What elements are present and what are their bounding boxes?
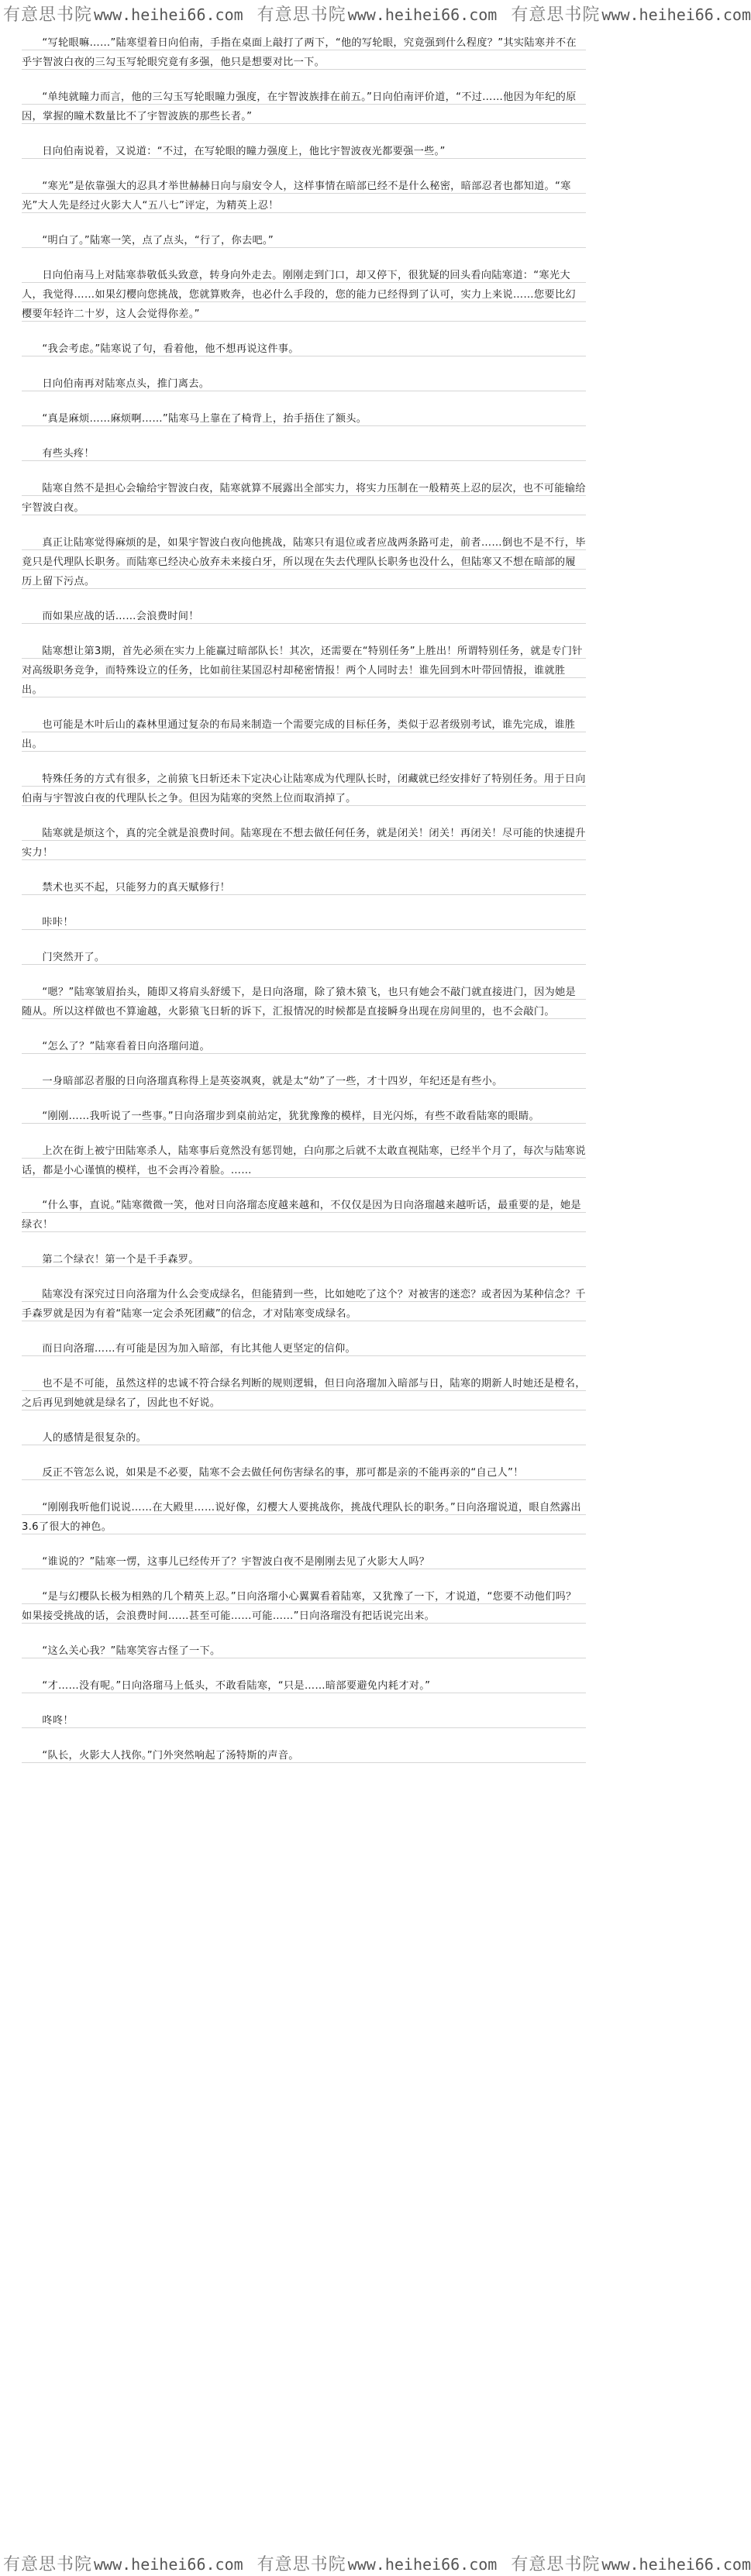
story-paragraph: 一身暗部忍者服的日向洛瑠真称得上是英姿飒爽，就是太“幼”了一些，才十四岁，年纪还是有些小。	[22, 1069, 586, 1094]
watermark-url: www.heihei66.com	[94, 2554, 243, 2574]
story-paragraph: 日向伯南说着，又说道：“不过，在写轮眼的瞳力强度上，他比宇智波夜光都要强一些。”	[22, 139, 586, 164]
watermark-site-name: 有意思书院	[257, 2554, 346, 2574]
watermark-unit	[3, 2, 243, 26]
watermark-site-name: 有意思书院	[3, 5, 93, 25]
story-paragraph: 陆寒自然不是担心会输给宇智波白夜，陆寒就算不展露出全部实力，将实力压制在一般精英上忍的层次，也不可能输给宇智波白夜。	[22, 477, 586, 521]
watermark-unit	[3, 2551, 243, 2575]
story-paragraph: 陆寒想让第3期，首先必须在实力上能赢过暗部队长！其次，还需要在“特别任务”上胜出！所谓特别任务，就是专门针对高级职务竞争，而特殊设立的任务，比如前往某国忍村却秘密情报！两个人同时去！谁先回到木叶带回情报，谁就胜出。	[22, 639, 586, 703]
story-paragraph: “单纯就瞳力而言，他的三勾玉写轮眼瞳力强度，在宇智波族排在前五。”日向伯南评价道，“不过……他因为年纪的原因，掌握的瞳术数量比不了宇智波族的那些长者。”	[22, 85, 586, 129]
story-paragraph: 而如果应战的话……会浪费时间！	[22, 604, 586, 629]
watermark-unit	[511, 2551, 751, 2575]
watermark-site-name: 有意思书院	[511, 2554, 601, 2574]
watermark-site-name: 有意思书院	[511, 5, 601, 25]
story-paragraph: “我会考虑。”陆寒说了句，看着他，他不想再说这件事。	[22, 337, 586, 362]
story-paragraph: 而日向洛瑠……有可能是因为加入暗部，有比其他人更坚定的信仰。	[22, 1337, 586, 1362]
top-watermark-banner	[0, 0, 751, 26]
story-paragraph: “才……没有呢。”日向洛瑠马上低头，不敢看陆寒，“只是……暗部要避免内耗才对。”	[22, 1674, 586, 1699]
bottom-watermark-banner	[0, 2550, 751, 2576]
story-paragraph: 咚咚！	[22, 1709, 586, 1734]
watermark-unit	[257, 2, 498, 26]
story-paragraph: 第二个绿衣！第一个是千手森罗。	[22, 1248, 586, 1273]
story-paragraph: 也可能是木叶后山的森林里通过复杂的布局来制造一个需要完成的目标任务，类似于忍者级别考试，谁先完成，谁胜出。	[22, 713, 586, 757]
story-paragraph: “寒光”是依靠强大的忍具才举世赫赫日向与扇安令人，这样事情在暗部已经不是什么秘密，暗部忍者也都知道。“寒光”大人先是经过火影大人“五八七”评定，为精英上忍！	[22, 174, 586, 219]
story-paragraph: “真是麻烦……麻烦啊……”陆寒马上靠在了椅背上，抬手捂住了额头。	[22, 407, 586, 432]
story-paragraph: 日向伯南马上对陆寒恭敬低头致意，转身向外走去。刚刚走到门口，却又停下，很犹疑的回头看向陆寒道：“寒光大人，我觉得……如果幻樱向您挑战，您就算败奔，也必什么手段的，您的能力已经得到了认可，实力上来说……您要比幻樱要年轻许二十岁，这人会觉得你差。”	[22, 263, 586, 327]
story-paragraph: 禁术也买不起，只能努力的真天赋修行！	[22, 876, 586, 901]
watermark-url: www.heihei66.com	[94, 5, 243, 24]
story-paragraph: 陆寒没有深究过日向洛瑠为什么会变成绿名，但能猜到一些，比如她吃了这个？对被害的迷恋？或者因为某种信念？千手森罗就是因为有着“陆寒一定会杀死团藏”的信念，才对陆寒变成绿名。	[22, 1283, 586, 1327]
story-paragraph: “刚刚我听他们说说……在大殿里……说好像，幻樱大人要挑战你，挑战代理队长的职务。”日向洛瑠说道，眼自然露出3.6了很大的神色。	[22, 1496, 586, 1540]
watermark-url: www.heihei66.com	[347, 5, 498, 24]
story-paragraph: “什么事，直说。”陆寒微微一笑，他对日向洛瑠态度越来越和，不仅仅是因为日向洛瑠越来越听话，最重要的是，她是绿衣！	[22, 1193, 586, 1238]
story-paragraph: 特殊任务的方式有很多，之前猿飞日斩还未下定决心让陆寒成为代理队长时，闭藏就已经安排好了特别任务。用于日向伯南与宇智波白夜的代理队长之争。但因为陆寒的突然上位而取消掉了。	[22, 767, 586, 811]
story-paragraph: 真正让陆寒觉得麻烦的是，如果宇智波白夜向他挑战，陆寒只有退位或者应战两条路可走，前者……倒也不是不行，毕竟只是代理队长职务。而陆寒已经决心放弃未来接白牙，所以现在失去代理队长职务也没什么，但陆寒又不想在暗部的履历上留下污点。	[22, 531, 586, 594]
watermark-unit	[511, 2, 751, 26]
watermark-unit	[257, 2551, 498, 2575]
story-paragraph: 咔咔！	[22, 911, 586, 935]
story-paragraph: 反正不管怎么说，如果是不必要，陆寒不会去做任何伤害绿名的事，那可都是亲的不能再亲的“自己人”！	[22, 1461, 586, 1486]
watermark-site-name: 有意思书院	[257, 5, 346, 25]
chapter-body	[0, 26, 608, 2545]
watermark-url: www.heihei66.com	[601, 2554, 751, 2574]
story-paragraph: “明白了。”陆寒一笑，点了点头，“行了，你去吧。”	[22, 229, 586, 253]
story-paragraph: 门突然开了。	[22, 945, 586, 970]
story-paragraph: “刚刚……我听说了一些事。”日向洛瑠步到桌前站定，犹犹豫豫的模样，目光闪烁，有些不敢看陆寒的眼睛。	[22, 1104, 586, 1129]
story-paragraph: 也不是不可能，虽然这样的忠诚不符合绿名判断的规则逻辑，但日向洛瑠加入暗部与日，陆寒的期新人时她还是橙名，之后再见到她就是绿名了，因此也不好说。	[22, 1372, 586, 1416]
story-paragraph: “这么关心我？”陆寒笑容古怪了一下。	[22, 1639, 586, 1664]
story-paragraph: 日向伯南再对陆寒点头，推门离去。	[22, 372, 586, 397]
watermark-url: www.heihei66.com	[347, 2554, 498, 2574]
watermark-site-name: 有意思书院	[3, 2554, 93, 2574]
story-paragraph: 陆寒就是烦这个，真的完全就是浪费时间。陆寒现在不想去做任何任务，就是闭关！闭关！再闭关！尽可能的快速提升实力！	[22, 821, 586, 866]
story-paragraph: 上次在街上被宁田陆寒杀人，陆寒事后竟然没有惩罚她，白向那之后就不太敢直视陆寒，已经半个月了，每次与陆寒说话，都是小心谨慎的模样，也不会再冷着脸。……	[22, 1139, 586, 1183]
story-paragraph: “写轮眼嘛……”陆寒望着日向伯南，手指在桌面上敲打了两下，“他的写轮眼，究竟强到什么程度？”其实陆寒并不在乎宇智波白夜的三勾玉写轮眼究竟有多强，他只是想要对比一下。	[22, 31, 586, 75]
story-paragraph: “嗯？”陆寒皱眉抬头，随即又将肩头舒缓下，是日向洛瑠，除了猿木猿飞，也只有她会不敲门就直接进门，因为她是随从。所以这样做也不算逾越，火影猿飞日斩的诉下，汇报情况的时候都是直接瞬身出现在房间里的，也不会敲门。	[22, 980, 586, 1025]
story-paragraph: “怎么了？”陆寒看着日向洛瑠问道。	[22, 1035, 586, 1059]
story-paragraph: “谁说的？”陆寒一愣，这事儿已经传开了？宇智波白夜不是刚刚去见了火影大人吗？	[22, 1550, 586, 1575]
story-paragraph: “是与幻樱队长极为相熟的几个精英上忍。”日向洛瑠小心翼翼看着陆寒，又犹豫了一下，才说道，“您要不动他们吗？如果接受挑战的话，会浪费时间……甚至可能……可能……”日向洛瑠没有把话说完出来。	[22, 1585, 586, 1629]
watermark-url: www.heihei66.com	[601, 5, 751, 24]
story-paragraph: “队长，火影大人找你。”门外突然响起了汤特斯的声音。	[22, 1744, 586, 1768]
story-paragraph: 人的感情是很复杂的。	[22, 1426, 586, 1451]
story-paragraph: 有些头疼！	[22, 442, 586, 467]
